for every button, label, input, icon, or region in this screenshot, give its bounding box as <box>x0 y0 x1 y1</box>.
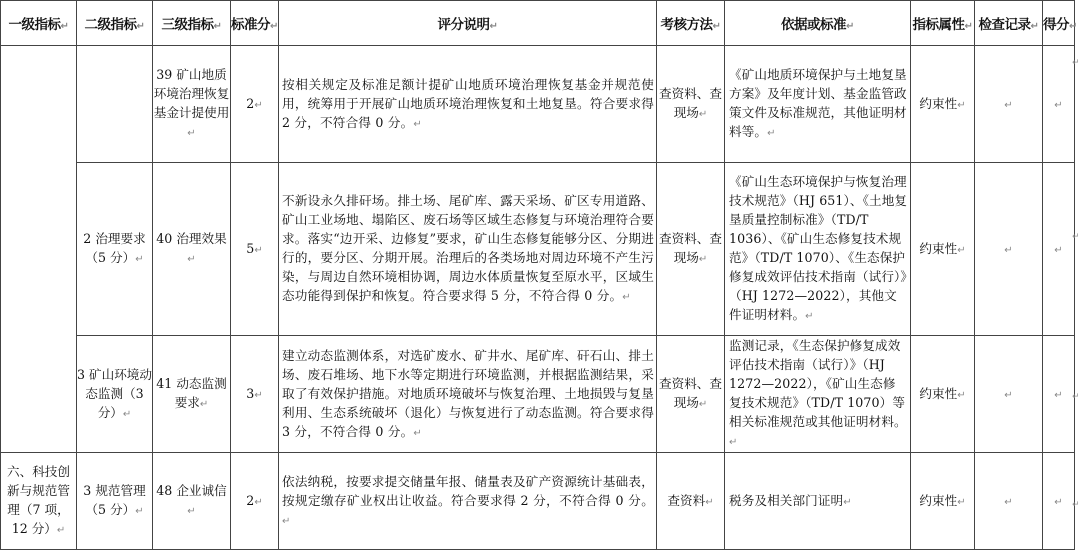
header-row <box>1 1 1075 46</box>
level1-cell: 六、科技创新与规范管理（7 项，12 分）↵ <box>1 453 77 550</box>
attribute-cell: 约束性↵ <box>911 46 975 163</box>
level3-cell: 39 矿山地质环境治理恢复基金计提使用↵ <box>153 46 231 163</box>
standard-score-cell: 5↵ <box>231 163 279 336</box>
paragraph-mark: ↵ <box>1072 232 1080 242</box>
level2-cell: 2 治理要求（5 分）↵ <box>77 163 153 336</box>
header-level1: 一级指标↵ <box>1 1 77 46</box>
paragraph-mark: ↵ <box>1072 392 1080 402</box>
level2-cell-empty <box>77 46 153 163</box>
paragraph-mark: ↵ <box>1072 58 1080 68</box>
check-record-cell: ↵ <box>975 163 1043 336</box>
assessment-method-cell: 查资料↵ <box>657 453 725 550</box>
attribute-cell: 约束性↵ <box>911 336 975 453</box>
level1-cell-empty <box>1 46 77 453</box>
standard-score-cell: 2↵ <box>231 453 279 550</box>
assessment-method-cell: 查资料、查现场↵ <box>657 336 725 453</box>
score-cell: ↵ <box>1043 453 1075 550</box>
attribute-cell: 约束性↵ <box>911 453 975 550</box>
level3-cell: 40 治理效果↵ <box>153 163 231 336</box>
score-cell: ↵ <box>1043 163 1075 336</box>
check-record-cell: ↵ <box>975 453 1043 550</box>
header-basis-standard: 依据或标准↵ <box>725 1 911 46</box>
assessment-method-cell: 查资料、查现场↵ <box>657 46 725 163</box>
header-standard-score: 标准分↵ <box>231 1 279 46</box>
table-row <box>1 336 1075 453</box>
check-record-cell: ↵ <box>975 46 1043 163</box>
level3-cell: 48 企业诚信↵ <box>153 453 231 550</box>
score-cell: ↵ <box>1043 336 1075 453</box>
level3-cell: 41 动态监测要求↵ <box>153 336 231 453</box>
header-assessment-method: 考核方法↵ <box>657 1 725 46</box>
header-level3: 三级指标↵ <box>153 1 231 46</box>
attribute-cell: 约束性↵ <box>911 163 975 336</box>
table-row <box>1 453 1075 550</box>
header-scoring-description: 评分说明↵ <box>279 1 657 46</box>
basis-standard-cell: 监测记录，《生态保护修复成效评估技术指南（试行）》（HJ 1272—2022），《矿山生态修复技术规范》（TD/T 1070）等相关标准规范或其他证明材料。↵ <box>725 336 911 453</box>
header-attribute: 指标属性↵ <box>911 1 975 46</box>
check-record-cell: ↵ <box>975 336 1043 453</box>
level2-cell: 3 矿山环境动态监测（3 分）↵ <box>77 336 153 453</box>
scoring-description-cell: 按相关规定及标准足额计提矿山地质环境治理恢复基金并规范使用，统筹用于开展矿山地质环境治理恢复和土地复垦。符合要求得 2 分，不符合得 0 分。↵ <box>279 46 657 163</box>
header-level2: 二级指标↵ <box>77 1 153 46</box>
table-row <box>1 163 1075 336</box>
header-check-record: 检查记录↵ <box>975 1 1043 46</box>
header-score: 得分↵ <box>1043 1 1075 46</box>
table-row <box>1 46 1075 163</box>
scoring-description-cell: 不新设永久排矸场。排土场、尾矿库、露天采场、矿区专用道路、矿山工业场地、塌陷区、废石场等区域生态修复与环境治理符合要求。落实“边开采、边修复”要求，矿山生态修复能够分区、分期进行的，要分区、分期开展。治理后的各类场地对周边环境不产生污染，与周边自然环境相协调，周边水体质量恢复至原水平，区域生态功能得到保护和恢复。符合要求得 5 分，不符合得 0 分。↵ <box>279 163 657 336</box>
scoring-description-cell: 建立动态监测体系，对选矿废水、矿井水、尾矿库、矸石山、排土场、废石堆场、地下水等定期进行环境监测，并根据监测结果，采取了有效保护措施。对地质环境破坏与恢复治理、土地损毁与复垦利用、生态系统破坏（退化）与恢复进行了动态监测。符合要求得 3 分，不符合得 0 分。↵ <box>279 336 657 453</box>
paragraph-mark: ↵ <box>1072 500 1080 510</box>
standard-score-cell: 3↵ <box>231 336 279 453</box>
level2-cell: 3 规范管理（5 分）↵ <box>77 453 153 550</box>
assessment-method-cell: 查资料、查现场↵ <box>657 163 725 336</box>
basis-standard-cell: 《矿山生态环境保护与恢复治理技术规范》（HJ 651）、《土地复垦质量控制标准》（TD/T 1036）、《矿山生态修复技术规范》（TD/T 1070）、《生态保护修复成效评估技术指南（试行）》（HJ 1272—2022），其他文件证明材料。↵ <box>725 163 911 336</box>
scoring-description-cell: 依法纳税，按要求提交储量年报、储量表及矿产资源统计基础表，按规定缴存矿业权出让收益。符合要求得 2 分，不符合得 0 分。↵ <box>279 453 657 550</box>
standard-score-cell: 2↵ <box>231 46 279 163</box>
basis-standard-cell: 税务及相关部门证明↵ <box>725 453 911 550</box>
score-cell: ↵ <box>1043 46 1075 163</box>
basis-standard-cell: 《矿山地质环境保护与土地复垦方案》及年度计划、基金监管政策文件及标准规范，其他证明材料等。↵ <box>725 46 911 163</box>
